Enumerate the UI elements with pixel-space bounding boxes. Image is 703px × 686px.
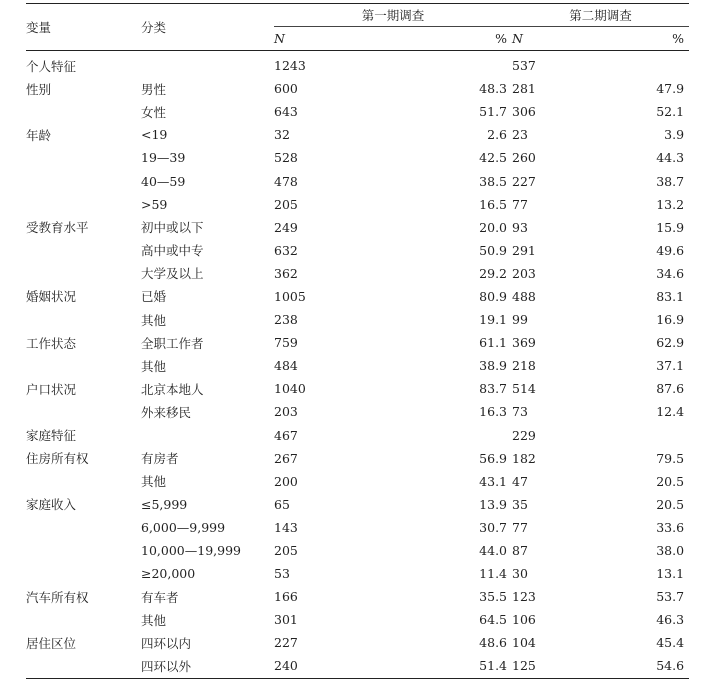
wave1-n-cell: 301	[274, 612, 298, 628]
wave2-n-cell: 30	[512, 566, 528, 582]
wave1-pct-cell: 48.3	[479, 81, 508, 97]
wave1-n-cell: 362	[274, 265, 298, 281]
wave1-n-cell: 240	[274, 654, 384, 678]
wave2-n-cell: 281	[512, 81, 536, 97]
row-category	[141, 51, 274, 78]
wave2-pct-cell: 33.6	[656, 519, 685, 535]
table-row	[26, 608, 689, 631]
row-variable	[26, 654, 141, 678]
survey-table	[26, 3, 689, 679]
wave2-pct-cell: 53.7	[656, 589, 685, 605]
wave1-n-cell: 143	[274, 519, 298, 535]
row-category: 10,000—19,999	[141, 543, 241, 559]
table-row	[26, 585, 689, 608]
wave2-pct-cell	[622, 51, 689, 78]
wave2-n-cell: 35	[512, 496, 528, 512]
table-row	[26, 100, 689, 123]
wave1-pct-cell: 16.5	[479, 196, 508, 212]
wave1-pct-cell: 51.7	[479, 104, 508, 120]
wave1-n-cell: 238	[274, 312, 298, 328]
wave1-pct-cell: 11.4	[479, 566, 508, 582]
wave2-n-cell: 306	[512, 104, 536, 120]
wave2-pct-cell: 38.7	[656, 173, 685, 189]
table-row	[26, 239, 689, 262]
table-row	[26, 654, 689, 678]
row-variable: 住房所有权	[26, 451, 89, 467]
row-category: 初中或以下	[141, 220, 204, 236]
row-variable: 汽车所有权	[26, 589, 89, 605]
row-variable: 居住区位	[26, 635, 77, 651]
table-row	[26, 424, 689, 447]
row-variable	[26, 562, 141, 585]
row-category: >59	[141, 196, 168, 212]
wave2-n-cell: 537	[512, 58, 536, 74]
wave2-pct-cell: 62.9	[656, 335, 685, 351]
wave1-pct-cell: 35.5	[479, 589, 508, 605]
row-category: 19—39	[141, 150, 186, 166]
wave1-pct-cell	[384, 424, 512, 447]
wave1-pct-cell: 30.7	[479, 519, 508, 535]
row-category: 40—59	[141, 173, 186, 189]
table-row	[26, 562, 689, 585]
wave1-n-cell: 200	[274, 473, 298, 489]
table-row	[26, 447, 689, 470]
row-variable: 户口状况	[26, 381, 77, 397]
table-row	[26, 77, 689, 100]
row-category: 外来移民	[141, 404, 192, 420]
wave2-pct-cell: 34.6	[656, 265, 685, 281]
wave1-n-cell: 1243	[274, 58, 306, 74]
table-header	[26, 4, 689, 51]
wave1-n-cell: 205	[274, 196, 298, 212]
row-category: 有房者	[141, 451, 179, 467]
wave2-pct-cell: 38.0	[656, 543, 685, 559]
wave2-pct-cell: 47.9	[656, 81, 685, 97]
wave2-pct-cell: 83.1	[656, 288, 685, 304]
table-row	[26, 193, 689, 216]
wave1-n-cell: 203	[274, 404, 298, 420]
row-category: 高中或中专	[141, 243, 204, 259]
wave1-pct-cell: 42.5	[479, 150, 508, 166]
row-variable: 工作状态	[26, 335, 77, 351]
row-category: 四环以内	[141, 635, 192, 651]
wave1-pct-cell: 56.9	[479, 450, 508, 466]
header-variable: 变量	[26, 4, 141, 51]
wave1-n-cell: 53	[274, 566, 290, 582]
row-category: ≥20,000	[141, 566, 196, 582]
table-row	[26, 354, 689, 377]
wave1-n-cell: 759	[274, 335, 298, 351]
row-variable: 家庭收入	[26, 497, 77, 513]
row-variable: 婚姻状况	[26, 289, 77, 305]
row-category: 其他	[141, 474, 167, 490]
table-row	[26, 377, 689, 400]
wave2-n-cell: 125	[512, 654, 622, 678]
wave2-pct-cell: 13.2	[656, 196, 685, 212]
wave2-n-cell: 369	[512, 335, 536, 351]
table-row	[26, 470, 689, 493]
wave2-pct-cell: 37.1	[656, 358, 685, 374]
row-category: 全职工作者	[141, 335, 204, 351]
wave2-pct-cell: 49.6	[656, 242, 685, 258]
wave1-pct-cell: 20.0	[479, 219, 508, 235]
wave2-pct-cell: 87.6	[656, 381, 685, 397]
table-row	[26, 493, 689, 516]
wave2-n-cell: 229	[512, 427, 536, 443]
wave1-n-cell: 1040	[274, 381, 306, 397]
wave1-pct-cell: 38.9	[479, 358, 508, 374]
wave1-pct-cell: 16.3	[479, 404, 508, 420]
header-wave2: 第二期调查	[512, 4, 689, 27]
wave2-n-cell: 73	[512, 404, 528, 420]
table-row	[26, 539, 689, 562]
wave1-n-cell: 267	[274, 450, 298, 466]
wave2-pct-cell: 20.5	[656, 496, 685, 512]
wave1-pct-cell: 64.5	[479, 612, 508, 628]
wave1-pct-cell: 43.1	[479, 473, 508, 489]
table-row	[26, 331, 689, 354]
wave2-n-cell: 291	[512, 242, 536, 258]
wave1-pct-cell: 48.6	[479, 635, 508, 651]
wave1-pct-cell: 44.0	[479, 543, 508, 559]
table-row	[26, 146, 689, 169]
wave1-pct-cell: 50.9	[479, 242, 508, 258]
wave2-n-cell: 99	[512, 312, 528, 328]
wave2-n-cell: 93	[512, 219, 528, 235]
table-row	[26, 51, 689, 78]
wave1-n-cell: 600	[274, 81, 298, 97]
wave1-pct-cell	[384, 51, 512, 78]
wave2-n-cell: 182	[512, 450, 536, 466]
row-category: ≤5,999	[141, 496, 188, 512]
wave1-n-cell: 166	[274, 589, 298, 605]
wave2-n-cell: 87	[512, 543, 528, 559]
row-category	[141, 424, 274, 447]
wave1-n-cell: 249	[274, 219, 298, 235]
row-category: 其他	[141, 612, 167, 628]
row-variable: 受教育水平	[26, 220, 89, 236]
wave2-pct-cell: 20.5	[656, 473, 685, 489]
wave1-n-cell: 65	[274, 496, 290, 512]
row-category: 男性	[141, 81, 167, 97]
row-category: 四环以外	[141, 654, 274, 678]
header-wave1: 第一期调查	[274, 4, 512, 27]
table-row	[26, 400, 689, 423]
wave2-pct-cell: 13.1	[656, 566, 685, 582]
table-row	[26, 631, 689, 654]
wave1-n-cell: 467	[274, 427, 298, 443]
row-variable	[26, 193, 141, 216]
table-body	[26, 51, 689, 679]
header-wave2-n: N	[512, 27, 622, 51]
row-variable: 性别	[26, 81, 52, 97]
wave1-pct-cell: 2.6	[487, 127, 508, 143]
wave2-pct-cell: 16.9	[656, 312, 685, 328]
wave2-pct-cell: 15.9	[656, 219, 685, 235]
wave2-n-cell: 77	[512, 196, 528, 212]
table-row	[26, 516, 689, 539]
wave1-pct-cell: 13.9	[479, 496, 508, 512]
table-row	[26, 169, 689, 192]
row-variable	[26, 169, 141, 192]
header-wave2-pct: %	[622, 27, 689, 51]
header-category: 分类	[141, 4, 274, 51]
wave1-n-cell: 478	[274, 173, 298, 189]
row-category: 6,000—9,999	[141, 519, 226, 535]
row-variable	[26, 539, 141, 562]
wave1-pct-cell: 38.5	[479, 173, 508, 189]
row-variable	[26, 239, 141, 262]
wave2-n-cell: 77	[512, 519, 528, 535]
wave2-n-cell: 106	[512, 612, 536, 628]
wave2-pct-cell: 12.4	[656, 404, 685, 420]
wave2-n-cell: 514	[512, 381, 536, 397]
row-category: 已婚	[141, 289, 167, 305]
wave2-pct-cell	[622, 424, 689, 447]
wave1-n-cell: 205	[274, 543, 298, 559]
wave1-n-cell: 632	[274, 242, 298, 258]
table-row	[26, 216, 689, 239]
row-category: 北京本地人	[141, 381, 204, 397]
header-wave1-pct: %	[384, 27, 512, 51]
wave1-n-cell: 528	[274, 150, 298, 166]
wave1-pct-cell: 83.7	[479, 381, 508, 397]
row-variable: 年龄	[26, 127, 52, 143]
wave1-pct-cell: 29.2	[479, 265, 508, 281]
wave1-n-cell: 1005	[274, 288, 306, 304]
wave2-n-cell: 227	[512, 173, 536, 189]
wave2-n-cell: 23	[512, 127, 528, 143]
wave2-n-cell: 104	[512, 635, 536, 651]
row-variable	[26, 516, 141, 539]
wave2-n-cell: 123	[512, 589, 536, 605]
wave1-n-cell: 643	[274, 104, 298, 120]
row-variable	[26, 470, 141, 493]
wave2-pct-cell: 3.9	[664, 127, 685, 143]
row-category: 女性	[141, 104, 167, 120]
wave2-n-cell: 203	[512, 265, 536, 281]
table-row	[26, 262, 689, 285]
wave2-n-cell: 218	[512, 358, 536, 374]
wave1-pct-cell: 80.9	[479, 288, 508, 304]
table-row	[26, 123, 689, 146]
wave1-n-cell: 227	[274, 635, 298, 651]
wave2-n-cell: 260	[512, 150, 536, 166]
wave1-n-cell: 484	[274, 358, 298, 374]
row-variable	[26, 308, 141, 331]
row-variable	[26, 608, 141, 631]
wave2-pct-cell: 46.3	[656, 612, 685, 628]
row-variable: 家庭特征	[26, 428, 77, 444]
wave1-n-cell: 32	[274, 127, 290, 143]
table-row	[26, 285, 689, 308]
wave2-n-cell: 47	[512, 473, 528, 489]
table-row	[26, 308, 689, 331]
wave1-pct-cell: 61.1	[479, 335, 508, 351]
row-variable	[26, 146, 141, 169]
wave1-pct-cell: 51.4	[384, 654, 512, 678]
wave1-pct-cell: 19.1	[479, 312, 508, 328]
row-category: 其他	[141, 312, 167, 328]
survey-table-container	[26, 3, 689, 679]
row-category: 有车者	[141, 589, 179, 605]
wave2-pct-cell: 79.5	[656, 450, 685, 466]
wave2-pct-cell: 44.3	[656, 150, 685, 166]
row-variable	[26, 354, 141, 377]
wave2-pct-cell: 52.1	[656, 104, 685, 120]
row-variable	[26, 400, 141, 423]
row-category: 大学及以上	[141, 266, 204, 282]
row-variable	[26, 100, 141, 123]
row-variable	[26, 262, 141, 285]
wave2-pct-cell: 54.6	[622, 654, 689, 678]
row-variable: 个人特征	[26, 58, 77, 74]
wave2-pct-cell: 45.4	[656, 635, 685, 651]
row-category: <19	[141, 127, 168, 143]
row-category: 其他	[141, 358, 167, 374]
wave2-n-cell: 488	[512, 288, 536, 304]
header-wave1-n: N	[274, 27, 384, 51]
